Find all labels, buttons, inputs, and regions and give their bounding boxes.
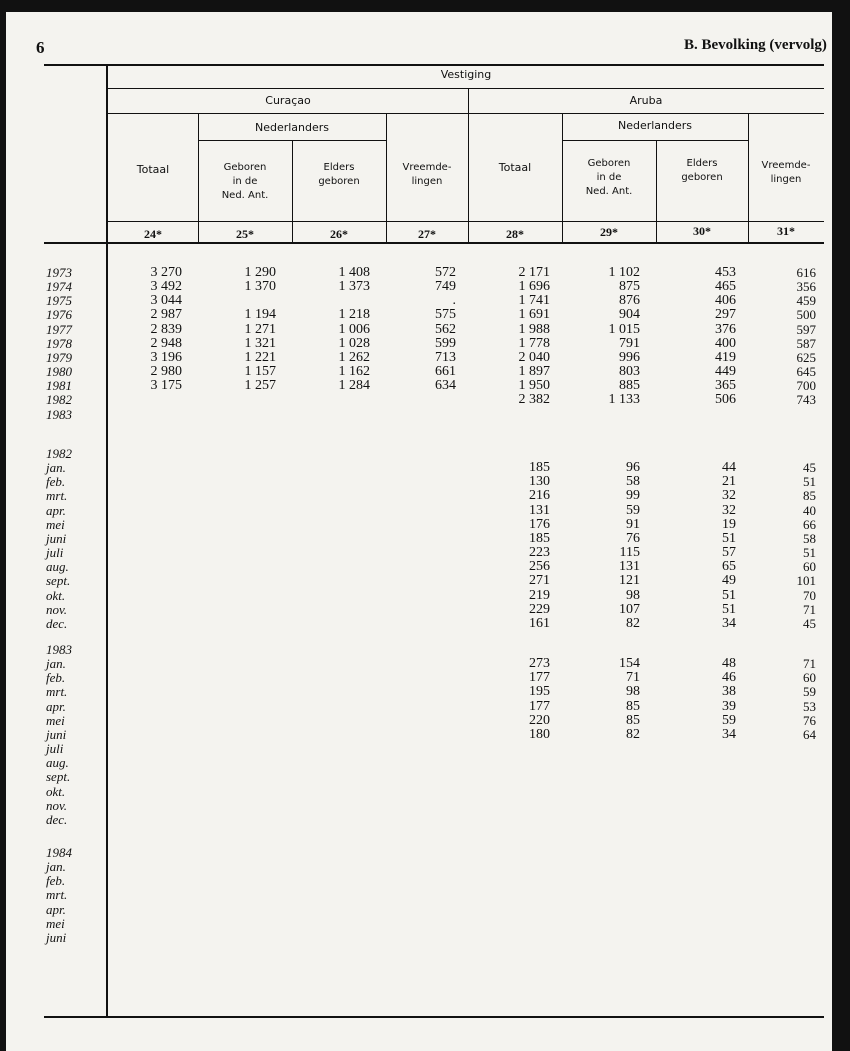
table-cell: 44 xyxy=(722,460,736,476)
table-cell: 180 xyxy=(529,726,550,742)
table-cell: 32 xyxy=(722,488,736,504)
table-cell: 85 xyxy=(626,712,640,728)
table-cell: 19 xyxy=(722,516,736,532)
col-number-30: 30* xyxy=(693,224,711,238)
table-cell: 99 xyxy=(626,488,640,504)
table-cell: 459 xyxy=(796,293,816,309)
table-cell: 220 xyxy=(529,712,550,728)
group-heading: 1984 xyxy=(46,845,72,860)
table-cell: 85 xyxy=(626,698,640,714)
row-label: nov. xyxy=(46,797,68,813)
table-cell: 1 262 xyxy=(338,349,370,365)
table-cell: 749 xyxy=(435,279,456,295)
table-cell: 223 xyxy=(529,545,550,561)
table-cell: 2 980 xyxy=(150,364,182,380)
table-cell: 58 xyxy=(803,530,816,546)
table-cell: 1 015 xyxy=(608,321,640,337)
row-label: juni xyxy=(46,929,67,945)
table-cell: 161 xyxy=(529,615,550,631)
table-cell: 3 492 xyxy=(150,279,182,295)
table-cell: 57 xyxy=(722,545,736,561)
table-cell: 1 370 xyxy=(244,279,276,295)
row-label: mei xyxy=(46,712,65,728)
row-label: juni xyxy=(46,726,67,742)
table-cell: 597 xyxy=(796,321,816,337)
table-cell: 60 xyxy=(803,670,816,686)
table-cell: 195 xyxy=(529,684,550,700)
table-cell: 101 xyxy=(796,573,816,589)
table-cell: 185 xyxy=(529,460,550,476)
table-cell: 1 221 xyxy=(244,349,276,365)
table-cell: 154 xyxy=(619,656,640,672)
col-number-26: 26* xyxy=(330,227,348,241)
table-cell: 40 xyxy=(803,502,816,518)
table-cell: 46 xyxy=(722,670,736,686)
group-heading: 1982 xyxy=(46,446,72,461)
row-label: feb. xyxy=(46,873,66,889)
table-cell: 500 xyxy=(796,307,816,323)
table-cell: 2 171 xyxy=(518,265,550,280)
table-cell: 453 xyxy=(715,265,736,280)
table-cell: 661 xyxy=(435,364,456,380)
col-number-29: 29* xyxy=(600,225,618,239)
row-label: apr. xyxy=(46,901,66,917)
table-cell: 1 290 xyxy=(244,265,276,280)
row-label: jan. xyxy=(46,859,66,875)
table-cell: 1 257 xyxy=(244,378,276,394)
table-cell: 1 194 xyxy=(244,307,276,323)
table-cell: 131 xyxy=(529,502,550,518)
row-label: 1974 xyxy=(46,279,72,295)
table-cell: 176 xyxy=(529,516,550,532)
table-cell: 71 xyxy=(803,656,816,672)
header-nederlanders-curacao: Nederlanders xyxy=(254,121,330,134)
table-cell: 82 xyxy=(626,615,640,631)
rule-under-vestiging xyxy=(108,88,824,89)
table-cell: 1 408 xyxy=(338,265,370,280)
table-cell: 216 xyxy=(529,488,550,504)
table-cell: 3 175 xyxy=(150,378,182,394)
row-label: jan. xyxy=(46,656,66,672)
row-label: okt. xyxy=(46,783,66,799)
table-cell: 506 xyxy=(715,392,736,408)
header-vestiging: Vestiging xyxy=(440,68,492,81)
row-label: 1978 xyxy=(46,335,72,351)
table-cell: 616 xyxy=(796,265,816,280)
col-number-27: 27* xyxy=(418,227,436,241)
row-label: sept. xyxy=(46,769,71,785)
table-cell: 1 162 xyxy=(338,364,370,380)
table-cell: 64 xyxy=(803,726,816,742)
header-geboren-curacao: Geboren in de Ned. Ant. xyxy=(221,162,269,201)
table-cell: 96 xyxy=(626,460,640,476)
table-cell: 1 271 xyxy=(244,321,276,337)
header-curacao: Curaçao xyxy=(265,94,311,107)
table-cell: 21 xyxy=(722,474,736,490)
table-cell: 98 xyxy=(626,587,640,603)
rule-top xyxy=(44,64,824,66)
table-cell: 625 xyxy=(796,349,816,365)
header-aruba: Aruba xyxy=(629,94,663,107)
header-geboren-aruba: Geboren in de Ned. Ant. xyxy=(585,158,633,197)
table-cell: 53 xyxy=(803,698,816,714)
row-label: juni xyxy=(46,530,67,546)
col-number-31: 31* xyxy=(777,224,795,238)
table-cell: 645 xyxy=(796,364,816,380)
table-cell: 70 xyxy=(803,587,816,603)
table-cell: 60 xyxy=(803,559,816,575)
table-cell: 49 xyxy=(722,573,736,589)
table-cell: 51 xyxy=(722,587,736,603)
table-cell: 904 xyxy=(619,307,640,323)
rule-bottom xyxy=(44,1016,824,1018)
row-label: mrt. xyxy=(46,684,68,700)
table-cell: 177 xyxy=(529,698,550,714)
row-label: dec. xyxy=(46,615,68,631)
table-cell: 58 xyxy=(626,474,640,490)
table-cell: 2 382 xyxy=(518,392,550,408)
col-number-25: 25* xyxy=(236,227,254,241)
table-cell: 1 696 xyxy=(518,279,550,295)
row-label: apr. xyxy=(46,502,66,518)
row-label: mei xyxy=(46,915,65,931)
table-cell: 465 xyxy=(715,279,736,295)
table-cell: 1 218 xyxy=(338,307,370,323)
table-cell: 130 xyxy=(529,474,550,490)
row-label: mrt. xyxy=(46,887,68,903)
row-label: juli xyxy=(46,741,64,757)
table-cell: 32 xyxy=(722,502,736,518)
table-cell: 256 xyxy=(529,559,550,575)
table-cell: 1 102 xyxy=(608,265,640,280)
table-cell: 365 xyxy=(715,378,736,394)
table-cell: 1 988 xyxy=(518,321,550,337)
table-cell: 297 xyxy=(715,307,736,323)
table-cell: 599 xyxy=(435,335,456,351)
row-label: jan. xyxy=(46,460,66,476)
row-label: apr. xyxy=(46,698,66,714)
table-cell: 229 xyxy=(529,601,550,617)
row-label: mrt. xyxy=(46,488,68,504)
table-cell: 1 133 xyxy=(608,392,640,408)
table-cell: 700 xyxy=(796,378,816,394)
table-cell: 51 xyxy=(803,545,816,561)
row-label: sept. xyxy=(46,573,71,589)
table-cell: 1 373 xyxy=(338,279,370,295)
table-cell: 45 xyxy=(803,460,816,476)
table-cell: 51 xyxy=(803,474,816,490)
table-cell: 115 xyxy=(619,545,640,561)
table-cell: 34 xyxy=(722,615,736,631)
table-cell: 1 691 xyxy=(518,307,550,323)
table-cell: . xyxy=(452,293,456,309)
row-label: 1976 xyxy=(46,307,72,323)
table-cell: 419 xyxy=(715,349,736,365)
row-label: juli xyxy=(46,545,64,561)
table-cell: 71 xyxy=(626,670,640,686)
table-cell: 271 xyxy=(529,573,550,589)
table-cell: 273 xyxy=(529,656,550,672)
table-cell: 1 028 xyxy=(338,335,370,351)
header-elders-curacao: Elders geboren xyxy=(318,162,360,187)
table-cell: 3 044 xyxy=(150,293,182,309)
table-cell: 51 xyxy=(722,601,736,617)
table-cell: 885 xyxy=(619,378,640,394)
table-cell: 85 xyxy=(803,488,816,504)
row-label: 1980 xyxy=(46,364,72,380)
table-cell: 45 xyxy=(803,615,816,631)
table-cell: 76 xyxy=(626,530,640,546)
table-cell: 376 xyxy=(715,321,736,337)
header-totaal-aruba: Totaal xyxy=(498,161,532,174)
rule-under-islands xyxy=(108,113,824,114)
header-vreemdelingen-curacao: Vreemde- lingen xyxy=(402,162,452,187)
table-cell: 59 xyxy=(803,684,816,700)
table-cell: 2 839 xyxy=(150,321,182,337)
row-label: mei xyxy=(46,516,65,532)
table-cell: 39 xyxy=(722,698,736,714)
stub-divider xyxy=(106,64,108,1016)
table-cell: 1 006 xyxy=(338,321,370,337)
table-cell: 131 xyxy=(619,559,640,575)
row-label: nov. xyxy=(46,601,68,617)
rule-under-ned-aru xyxy=(562,140,748,141)
table-cell: 2 040 xyxy=(518,349,550,365)
table-cell: 98 xyxy=(626,684,640,700)
page-number: 6 xyxy=(36,38,45,57)
col-number-28: 28* xyxy=(506,227,524,241)
table-cell: 743 xyxy=(796,392,816,408)
table-cell: 1 778 xyxy=(518,335,550,351)
table-cell: 107 xyxy=(619,601,640,617)
table-cell: 66 xyxy=(803,516,816,532)
table-cell: 59 xyxy=(626,502,640,518)
rule-below-colnums xyxy=(44,242,824,244)
running-title: B. Bevolking (vervolg) xyxy=(684,37,827,53)
row-label: aug. xyxy=(46,559,69,575)
col-number-24: 24* xyxy=(144,227,162,241)
table-cell: 91 xyxy=(626,516,640,532)
table-cell: 876 xyxy=(619,293,640,309)
table-cell: 82 xyxy=(626,726,640,742)
table-cell: 2 948 xyxy=(150,335,182,351)
row-label: 1981 xyxy=(46,378,72,394)
table-cell: 1 284 xyxy=(338,378,370,394)
row-label: 1973 xyxy=(46,265,72,280)
table-cell: 1 157 xyxy=(244,364,276,380)
table-cell: 449 xyxy=(715,364,736,380)
table-cell: 121 xyxy=(619,573,640,589)
table-cell: 562 xyxy=(435,321,456,337)
table-cell: 1 897 xyxy=(518,364,550,380)
table-cell: 185 xyxy=(529,530,550,546)
table-cell: 71 xyxy=(803,601,816,617)
table-cell: 875 xyxy=(619,279,640,295)
table-cell: 1 950 xyxy=(518,378,550,394)
table-cell: 3 270 xyxy=(150,265,182,280)
header-elders-aruba: Elders geboren xyxy=(681,158,723,183)
page-edge-shadow xyxy=(832,0,850,1051)
row-label: dec. xyxy=(46,811,68,827)
row-label: feb. xyxy=(46,474,66,490)
group-heading: 1983 xyxy=(46,642,72,657)
row-label: 1975 xyxy=(46,293,72,309)
row-label: 1983 xyxy=(46,406,72,422)
table-cell: 1 741 xyxy=(518,293,550,309)
table-cell: 356 xyxy=(796,279,816,295)
header-totaal-curacao: Totaal xyxy=(136,163,170,176)
row-label: feb. xyxy=(46,670,66,686)
rule-above-colnums xyxy=(108,221,824,222)
table-cell: 51 xyxy=(722,530,736,546)
table-cell: 76 xyxy=(803,712,816,728)
table-cell: 634 xyxy=(435,378,456,394)
table-cell: 38 xyxy=(722,684,736,700)
table-cell: 791 xyxy=(619,335,640,351)
table-cell: 406 xyxy=(715,293,736,309)
table-cell: 177 xyxy=(529,670,550,686)
row-label: 1979 xyxy=(46,349,72,365)
header-vreemdelingen-aruba: Vreemde- lingen xyxy=(761,160,811,185)
table-cell: 1 321 xyxy=(244,335,276,351)
table-cell: 48 xyxy=(722,656,736,672)
table-cell: 713 xyxy=(435,349,456,365)
row-label: aug. xyxy=(46,755,69,771)
table-cell: 803 xyxy=(619,364,640,380)
table-cell: 575 xyxy=(435,307,456,323)
table-cell: 400 xyxy=(715,335,736,351)
table-cell: 3 196 xyxy=(150,349,182,365)
row-label: 1982 xyxy=(46,392,72,408)
header-nederlanders-aruba: Nederlanders xyxy=(617,119,693,132)
table-cell: 572 xyxy=(435,265,456,280)
table-cell: 2 987 xyxy=(150,307,182,323)
table-cell: 587 xyxy=(796,335,816,351)
table-cell: 59 xyxy=(722,712,736,728)
table-cell: 219 xyxy=(529,587,550,603)
table-cell: 34 xyxy=(722,726,736,742)
table-cell: 65 xyxy=(722,559,736,575)
table-cell: 996 xyxy=(619,349,640,365)
row-label: okt. xyxy=(46,587,66,603)
row-label: 1977 xyxy=(46,321,72,337)
